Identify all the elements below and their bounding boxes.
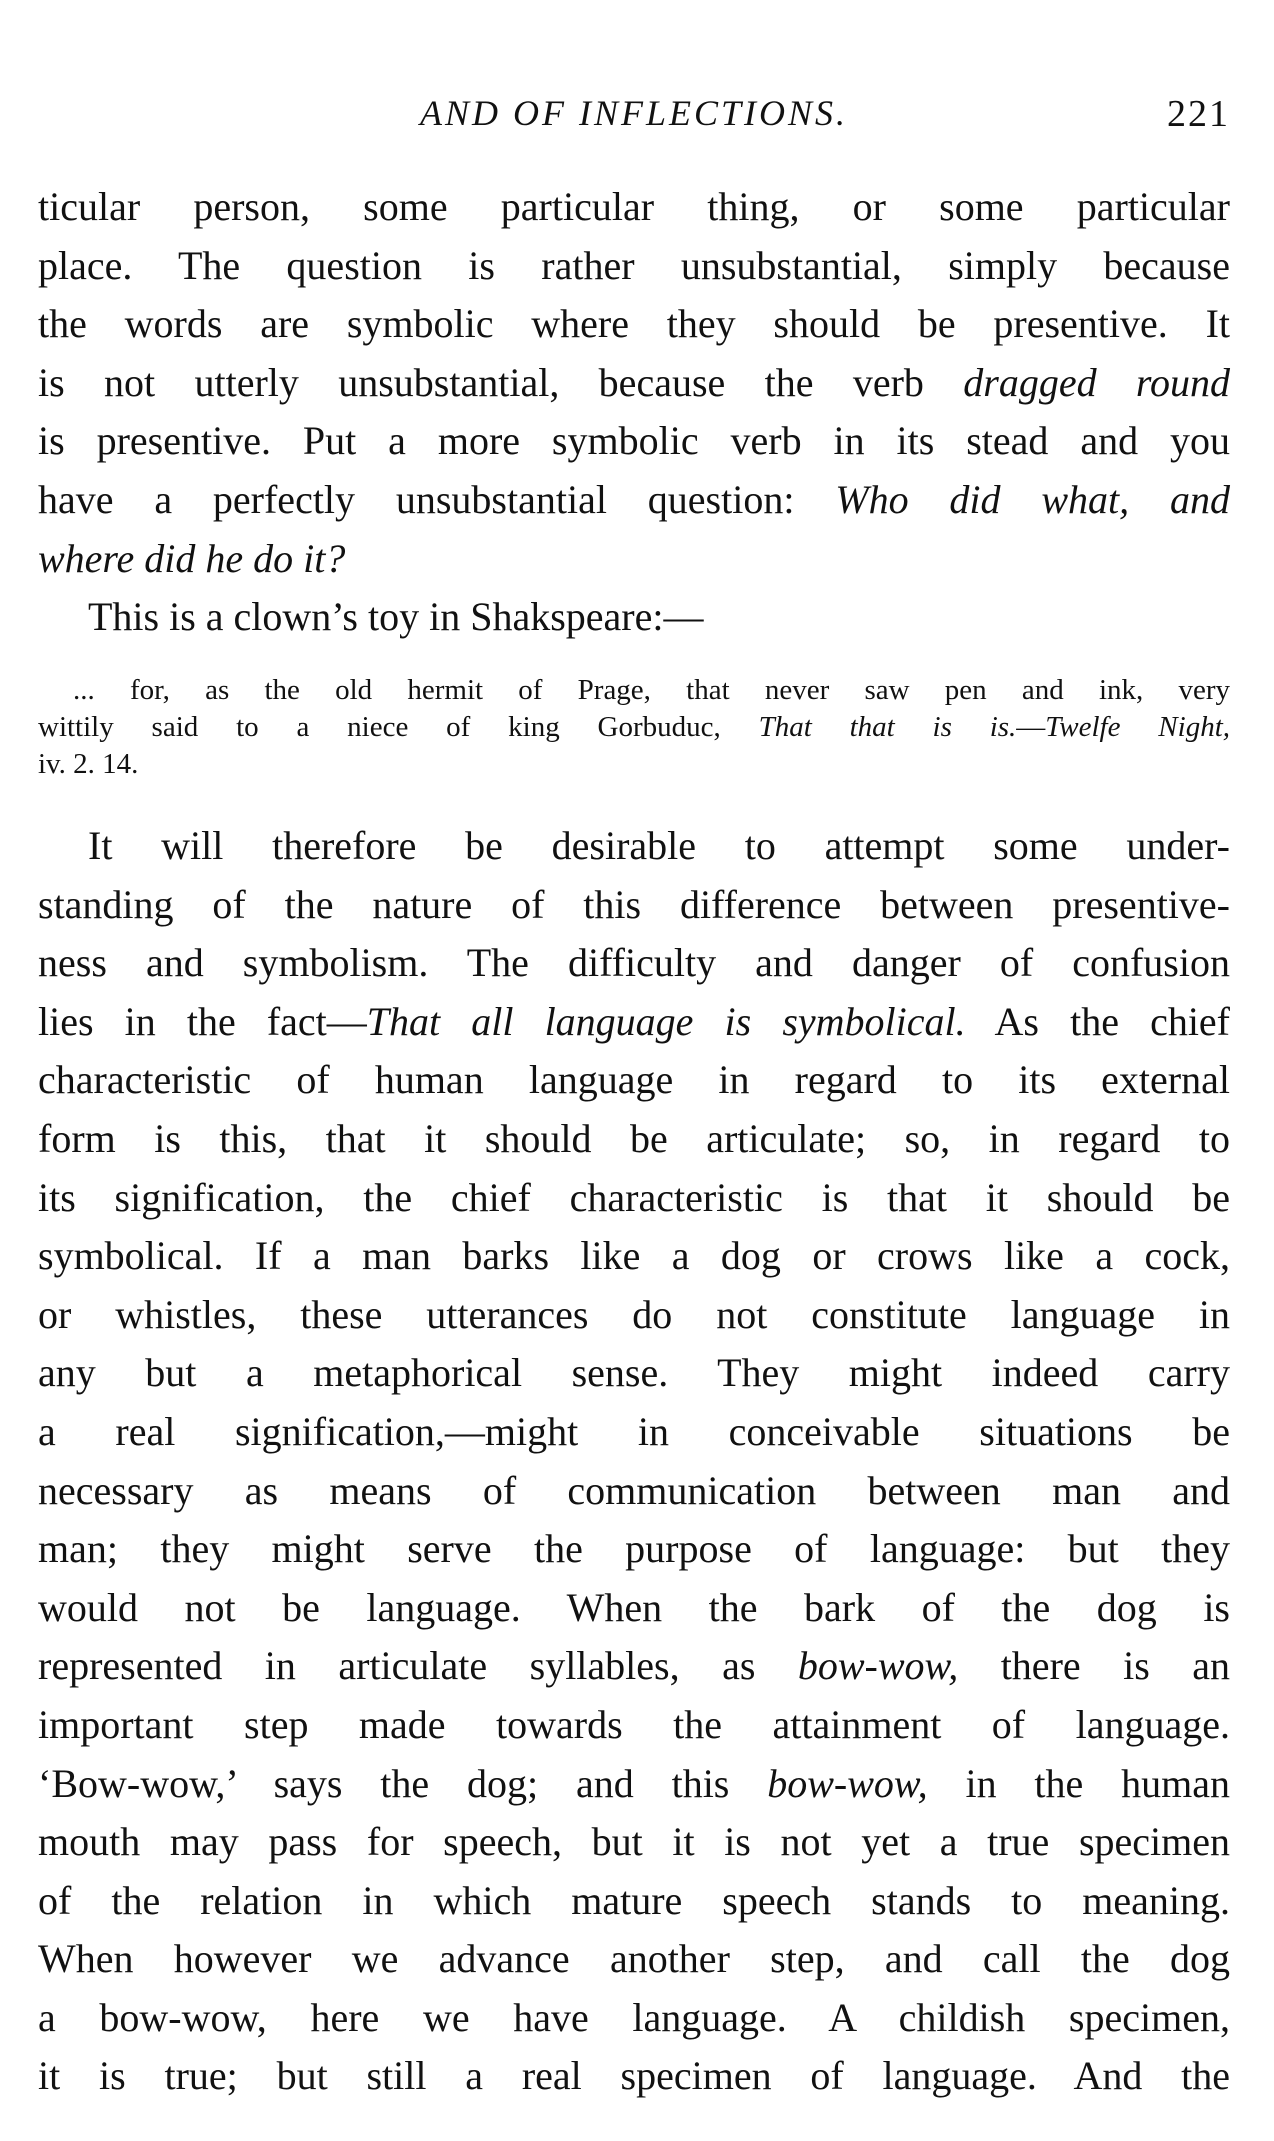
text-run: have a perfectly unsubstantial question: [38,476,836,522]
text-run: represented in articulate syllables, as [38,1643,798,1689]
text-run: ... for, as the old hermit of Prage, that never saw pen and ink, very [73,674,1230,706]
text-run: — [1016,711,1046,743]
text-line [38,588,1230,647]
italic-text-run: That that is is. [758,711,1017,743]
text-run: of the relation in which mature speech stands to meaning. [38,1877,1230,1923]
quotation-intro [38,588,1230,647]
text-run: symbolical. If a man barks like a dog or crows like a cock, [38,1233,1230,1279]
text-run: place. The question is rather unsubstantial, simply because [38,242,1230,288]
text-line [38,1227,1230,1286]
text-line [38,237,1230,296]
text-line [38,1579,1230,1638]
text-line [38,1872,1230,1931]
text-line [38,1520,1230,1579]
text-line [38,1462,1230,1521]
text-line [38,1637,1230,1696]
text-line [38,1403,1230,1462]
page-number: 221 [1167,93,1230,135]
text-run: It will therefore be desirable to attempt some under- [88,823,1230,868]
italic-text-run: bow-wow, [797,1643,959,1689]
text-line [38,1696,1230,1755]
text-run: ‘Bow-wow,’ says the dog; and this [38,1760,768,1806]
text-line [38,295,1230,354]
quotation-block [38,672,1230,783]
text-run: ness and symbolism. The difficulty and danger of confusion [38,940,1230,986]
text-line [38,412,1230,471]
text-run: its signification, the chief characteristic is that it should be [38,1174,1230,1220]
text-run: a bow-wow, here we have language. A childish specimen, [38,1994,1230,2040]
text-run: iv. 2. 14. [38,748,139,780]
text-line [38,934,1230,993]
text-run: is presentive. Put a more symbolic verb in its stead and you [38,418,1230,464]
italic-text-run: That all language is symbolical. [366,998,966,1044]
text-run: a real signification,—might in conceivable situations be [38,1408,1230,1454]
text-line [38,530,1230,589]
italic-text-run: bow-wow, [767,1760,928,1806]
text-run: the words are symbolic where they should be presentive. It [38,301,1230,347]
text-line [38,1051,1230,1110]
text-line [38,471,1230,530]
text-line [38,876,1230,935]
text-line [38,2047,1230,2106]
text-run: any but a metaphorical sense. They might indeed carry [38,1350,1230,1396]
text-line [38,1169,1230,1228]
text-line [38,1755,1230,1814]
text-line [38,1110,1230,1169]
paragraph-main [38,817,1230,2106]
text-run: it is true; but still a real specimen of language. And the [38,2053,1230,2099]
text-line [38,672,1230,709]
text-run: lies in the fact— [38,998,367,1044]
text-run: form is this, that it should be articulate; so, in regard to [38,1115,1230,1161]
text-line [38,1989,1230,2048]
text-line [38,178,1230,237]
text-line [38,746,1230,783]
text-run: wittily said to a niece of king Gorbuduc, [38,711,759,743]
text-line [38,709,1230,746]
text-line [38,1930,1230,1989]
text-run: or whistles, these utterances do not constitute language in [38,1291,1230,1337]
text-line [38,817,1230,876]
text-run: man; they might serve the purpose of language: but they [38,1526,1230,1572]
text-run: in the human [927,1760,1230,1806]
text-line [38,1286,1230,1345]
italic-text-run: Twelfe Night, [1045,711,1231,743]
text-run: standing of the nature of this difference between presentive- [38,881,1230,927]
text-run: is not utterly unsubstantial, because the verb [38,359,964,405]
paragraph-continued [38,178,1230,588]
text-run: This is a clown’s toy in Shakspeare:— [88,594,704,639]
text-run: As the chief [965,998,1231,1044]
text-run: necessary as means of communication between man and [38,1467,1230,1513]
text-line [38,993,1230,1052]
text-run: would not be language. When the bark of the dog is [38,1584,1230,1630]
italic-text-run: Who did what, and [835,476,1230,522]
text-line [38,1344,1230,1403]
text-line [38,354,1230,413]
text-run: important step made towards the attainment of language. [38,1701,1230,1747]
running-title: AND OF INFLECTIONS. [419,93,849,133]
text-run: there is an [958,1643,1230,1689]
text-run: When however we advance another step, and call the dog [38,1936,1230,1982]
text-run: ticular person, some particular thing, or some particular [38,184,1230,229]
italic-text-run: dragged round [963,359,1230,405]
text-run: characteristic of human language in regard to its external [38,1057,1230,1103]
text-run: mouth may pass for speech, but it is not yet a true specimen [38,1819,1230,1865]
text-line [38,1813,1230,1872]
page-header [38,92,1230,144]
italic-text-run: where did he do it? [38,535,346,581]
